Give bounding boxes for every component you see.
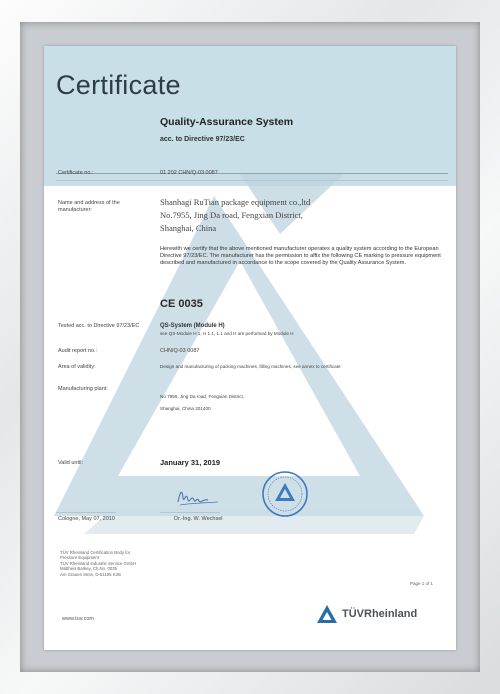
name-address-line-2: No.7955, Jing Da road, Fengxian District, xyxy=(160,210,303,220)
page-number: Page 1 of 1 xyxy=(410,581,434,586)
qs-system-detail: see QS-Module H 1, H 1.1, 1.1 and H are performed by Module H xyxy=(160,331,294,336)
place-date-rule xyxy=(56,512,116,513)
certificate-subtitle: Quality-Assurance System xyxy=(160,116,294,128)
certificate-title: Certificate xyxy=(56,70,181,100)
certificate-paper xyxy=(44,46,456,650)
certificate-no-value: 01 202 CHN/Q-03 0087 xyxy=(160,170,218,176)
plant-line-1: No.7955, Jing Da road, Fengxian District, xyxy=(160,394,245,399)
valid-until-label: Valid until: xyxy=(58,460,83,466)
tuv-triangle-icon xyxy=(316,604,338,624)
name-address-label: Name and address of the manufacturer: xyxy=(58,200,120,213)
certification-body-text: TÜV Rheinland Certification Body for Pressure Equipment TÜV Rheinland Industrie Service GmbH Mattheis Barkey, Ch.No. 0035 Am Grauen Stein, D-51105 Köln xyxy=(60,550,136,577)
name-address-line-3: Shanghai, China xyxy=(160,223,217,233)
signer-name: Dr.-Ing. W. Wechsel xyxy=(174,516,223,522)
certification-statement: Herewith we certify that the above mentioned manufacturer operates a quality system according to the European Directive 97/23/EC. The manufacturer has the permission to affix the following CE marking to pressure equipment described and manufactured in accordance to the scope covered by the Quality Assurance System. xyxy=(160,246,441,267)
tested-label: Tested acc. to Directive 97/23/EC xyxy=(58,323,140,329)
audit-report-value: CHN/Q-03 0087 xyxy=(160,348,200,354)
signature xyxy=(174,484,224,510)
directive-label: acc. to Directive 97/23/EC xyxy=(160,136,245,143)
tuv-logo xyxy=(316,604,417,624)
plant-label: Manufacturing plant: xyxy=(58,386,108,392)
name-address-line-1: Shanhagi RuTian package equipment co.,ltd xyxy=(160,197,311,207)
row-divider xyxy=(56,180,448,181)
ce-mark: CE 0035 xyxy=(160,298,203,310)
tuv-brand-name: TÜVRheinland xyxy=(342,608,418,620)
signer-rule xyxy=(160,512,220,513)
audit-report-label: Audit report no.: xyxy=(58,348,98,354)
plant-line-2: Shanghai, China 201400 xyxy=(160,406,211,411)
validity-value: Design and manufacturing of packing machines, filling machines, see annex to certificate xyxy=(160,364,341,369)
valid-until-date: January 31, 2019 xyxy=(160,458,221,467)
qs-system: QS-System (Module H) xyxy=(160,323,225,329)
certificate-no-label: Certificate no.: xyxy=(58,170,94,176)
tuv-seal xyxy=(261,470,309,518)
validity-label: Area of validity: xyxy=(58,364,96,370)
website: www.tuv.com xyxy=(62,616,94,622)
place-date: Cologne, May 07, 2010 xyxy=(58,516,115,522)
